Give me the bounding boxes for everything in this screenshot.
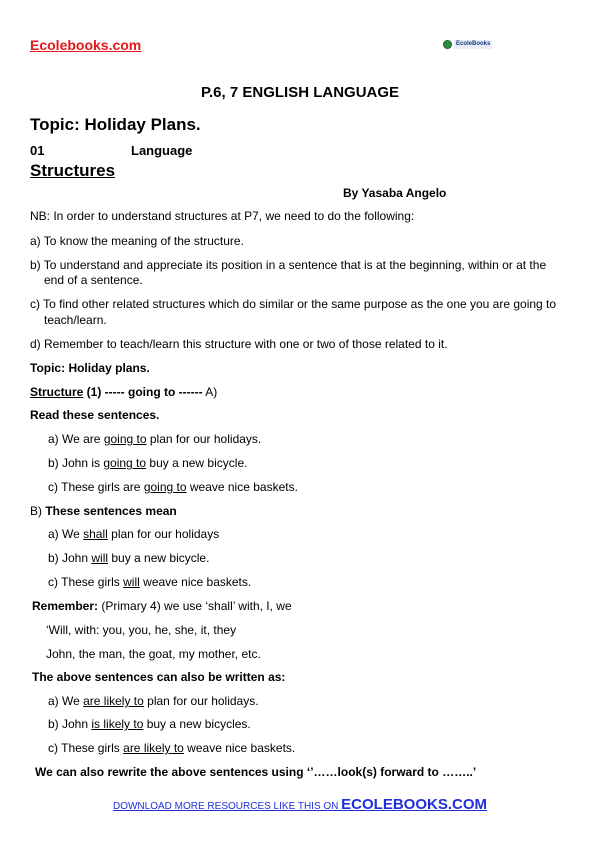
- mean-heading-line: B) These sentences mean: [30, 504, 177, 518]
- mean-heading: These sentences mean: [45, 504, 177, 518]
- section-name: Language: [131, 143, 193, 158]
- ecolebooks-logo: [443, 39, 495, 49]
- read-sentence-a: a) We are going to plan for our holidays.: [48, 432, 262, 446]
- underlined-phrase: going to: [143, 480, 187, 494]
- structures-heading: Structures: [30, 161, 116, 180]
- underlined-phrase: going to: [103, 432, 147, 446]
- nb-item-c-line1: c) To find other related structures which do similar or the same purpose as the one you are going to: [30, 297, 557, 311]
- underlined-phrase: are likely to: [123, 741, 184, 755]
- nb-item-b-line2: end of a sentence.: [44, 273, 143, 287]
- remember-label: Remember:: [32, 599, 99, 613]
- structure-suffix: A): [202, 385, 218, 399]
- likely-sentence-c: c) These girls are likely to weave nice baskets.: [48, 741, 296, 755]
- document-title: P.6, 7 ENGLISH LANGUAGE: [200, 84, 400, 101]
- mean-sentence-b: b) John will buy a new bicycle.: [48, 551, 210, 565]
- mean-sentence-a: a) We shall plan for our holidays: [48, 527, 220, 541]
- remember-will-line: ‘Will, with: you, you, he, she, it, they: [46, 623, 237, 637]
- underlined-word: will: [123, 575, 140, 589]
- likely-heading: The above sentences can also be written as:: [32, 670, 286, 684]
- structure-line: [30, 385, 217, 399]
- structure-pattern: (1) ----- going to ------: [83, 385, 203, 399]
- underlined-phrase: is likely to: [91, 717, 144, 731]
- site-link[interactable]: Ecolebooks.com: [30, 37, 142, 53]
- read-heading: Read these sentences.: [30, 408, 160, 422]
- section-number: 01: [30, 143, 45, 158]
- nb-item-c-line2: teach/learn.: [44, 313, 107, 327]
- underlined-phrase: are likely to: [83, 694, 144, 708]
- nb-item-b-line1: b) To understand and appreciate its position in a sentence that is at the beginning, within or at the: [30, 258, 547, 272]
- mean-sentence-c: c) These girls will weave nice baskets.: [48, 575, 252, 589]
- logo-globe-icon: [443, 40, 452, 49]
- rewrite-line: We can also rewrite the above sentences using ‘’……look(s) forward to ……..’: [35, 765, 477, 779]
- likely-sentence-b: b) John is likely to buy a new bicycles.: [48, 717, 251, 731]
- topic-heading: Topic: Holiday Plans.: [30, 115, 201, 134]
- logo-wordmark: EcoleBooks: [456, 40, 491, 47]
- footer-small-text: DOWNLOAD MORE RESOURCES LIKE THIS ON: [112, 801, 342, 812]
- footer-download-link[interactable]: [0, 796, 600, 814]
- read-sentence-c: c) These girls are going to weave nice baskets.: [48, 480, 298, 494]
- author-line: By Yasaba Angelo: [343, 186, 447, 200]
- structure-word: Structure: [30, 385, 84, 399]
- topic-subheading: Topic: Holiday plans.: [30, 361, 150, 375]
- nb-intro: NB: In order to understand structures at P7, we need to do the following:: [30, 209, 415, 223]
- underlined-phrase: going to: [103, 456, 147, 470]
- remember-examples-line: John, the man, the goat, my mother, etc.: [46, 647, 261, 661]
- read-sentence-b: b) John is going to buy a new bicycle.: [48, 456, 248, 470]
- remember-line: Remember: (Primary 4) we use ‘shall’ with, I, we: [32, 599, 292, 613]
- underlined-word: shall: [83, 527, 108, 541]
- nb-item-a: a) To know the meaning of the structure.: [30, 234, 244, 248]
- likely-sentence-a: a) We are likely to plan for our holidays.: [48, 694, 259, 708]
- footer-site-name: ECOLEBOOKS.COM: [341, 796, 488, 813]
- nb-item-d: d) Remember to teach/learn this structure with one or two of those related to it.: [30, 337, 448, 351]
- underlined-word: will: [91, 551, 109, 565]
